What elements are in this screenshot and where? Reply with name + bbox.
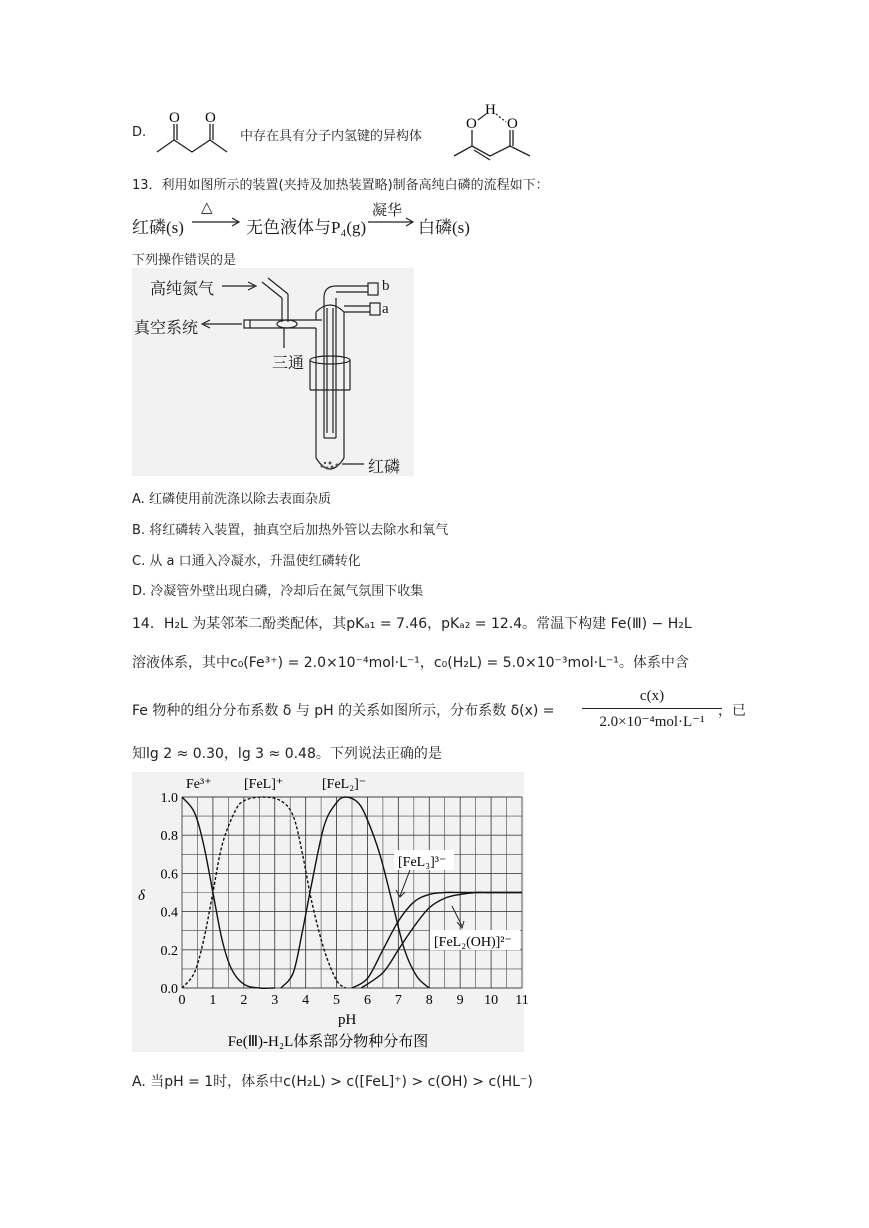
x-tick-label: 5 — [333, 993, 341, 1008]
q14-option-a: A. 当pH = 1时，体系中c(H₂L) > c([FeL]⁺) > c(OH) > c(HL⁻) — [132, 1074, 533, 1090]
q14-line1: 14．H₂L 为某邻苯二酚类配体，其pKₐ₁ = 7.46，pKₐ₂ = 12.4。常温下构建 Fe(Ⅲ) − H₂L — [132, 616, 692, 632]
y-tick-label: 0.2 — [160, 943, 178, 959]
q13-question: 下列操作错误的是 — [132, 253, 237, 268]
oxygen-atom-enol: O — [466, 116, 477, 132]
oxygen-atom-1: O — [169, 110, 180, 126]
x-tick-label: 8 — [425, 993, 433, 1008]
x-tick-label: 11 — [515, 993, 529, 1008]
oxygen-atom-keto: O — [507, 116, 518, 132]
valve-label: 三通 — [272, 355, 305, 372]
red-phosphorus-label: 红磷 — [368, 459, 401, 476]
x-tick-label: 10 — [484, 993, 499, 1008]
q14-line3b: ，已 — [718, 703, 746, 719]
y-tick-label: 1.0 — [160, 791, 178, 806]
q13-stem: 13．利用如图所示的装置(夹持及加热装置略)制备高纯白磷的流程如下： — [132, 178, 549, 193]
x-tick-label: 0 — [178, 993, 186, 1008]
x-axis-label: pH — [338, 1012, 357, 1028]
x-tick-label: 4 — [302, 993, 310, 1008]
flow-middle: 无色液体与P₄(g) — [246, 218, 367, 237]
fraction-bar — [582, 708, 722, 709]
q13-option-d: D. 冷凝管外壁出现白磷，冷却后在氮气氛围下收集 — [132, 584, 424, 599]
y-tick-label: 0.4 — [160, 905, 178, 921]
flow-arrow2-label: 凝华 — [372, 203, 403, 219]
hydrogen-atom: H — [485, 102, 496, 118]
series-label-fe3: Fe³⁺ — [186, 777, 212, 792]
y-tick-label: 0.8 — [160, 829, 178, 845]
q12-option-d-text: 中存在具有分子内氢键的异构体 — [240, 129, 423, 144]
q13-option-b: B. 将红磷转入装置，抽真空后加热外管以去除水和氧气 — [132, 523, 449, 538]
fraction-denominator: 2.0×10⁻⁴mol·L⁻¹ — [599, 714, 705, 730]
q14-line3a: Fe 物种的组分分布系数 δ 与 pH 的关系如图所示，分布系数 δ(x) = — [132, 703, 555, 719]
flow-arrow-1 — [192, 215, 242, 229]
vacuum-label: 真空系统 — [134, 320, 199, 337]
flow-end: 白磷(s) — [418, 218, 470, 237]
q14-line2: 溶液体系，其中c₀(Fe³⁺) = 2.0×10⁻⁴mol·L⁻¹，c₀(H₂L) = 5.0×10⁻³mol·L⁻¹。体系中含 — [132, 655, 689, 671]
chart-title: Fe(Ⅲ)-H₂L体系部分物种分布图 — [227, 1034, 429, 1050]
x-tick-label: 6 — [363, 993, 371, 1008]
x-tick-label: 3 — [271, 993, 279, 1008]
nitrogen-label: 高纯氮气 — [150, 281, 215, 298]
q14-line4: 知lg 2 ≈ 0.30，lg 3 ≈ 0.48。下列说法正确的是 — [132, 746, 442, 762]
oxygen-atom-2: O — [205, 110, 216, 126]
acetylacetone-structure — [152, 102, 242, 162]
y-tick-label: 0.0 — [160, 982, 178, 997]
x-tick-label: 2 — [240, 993, 248, 1008]
q12-option-d-label: D. — [132, 125, 147, 140]
flow-arrow-2 — [368, 215, 416, 229]
series-label-fel2: [FeL₂]⁻ — [322, 777, 367, 792]
port-a-label: a — [382, 301, 389, 317]
fraction-numerator: c(x) — [639, 688, 665, 704]
y-tick-label: 0.6 — [160, 867, 178, 883]
q13-option-a: A. 红磷使用前洗涤以除去表面杂质 — [132, 492, 331, 507]
distribution-chart — [132, 772, 529, 1052]
flow-start: 红磷(s) — [132, 218, 184, 237]
enol-isomer-structure — [448, 100, 544, 164]
x-tick-label: 7 — [394, 993, 402, 1008]
x-tick-label: 1 — [209, 993, 217, 1008]
series-label-fel: [FeL]⁺ — [244, 777, 284, 792]
q13-option-c: C. 从 a 口通入冷凝水，升温使红磷转化 — [132, 554, 361, 569]
series-label-fel2oh: [FeL₂(OH)]²⁻ — [434, 935, 512, 950]
port-b-label: b — [382, 278, 390, 294]
y-axis-label: δ — [138, 888, 145, 904]
x-tick-label: 9 — [456, 993, 464, 1008]
flow-arrow1-label: △ — [201, 200, 213, 216]
series-label-fel3: [FeL₃]³⁻ — [398, 855, 447, 870]
